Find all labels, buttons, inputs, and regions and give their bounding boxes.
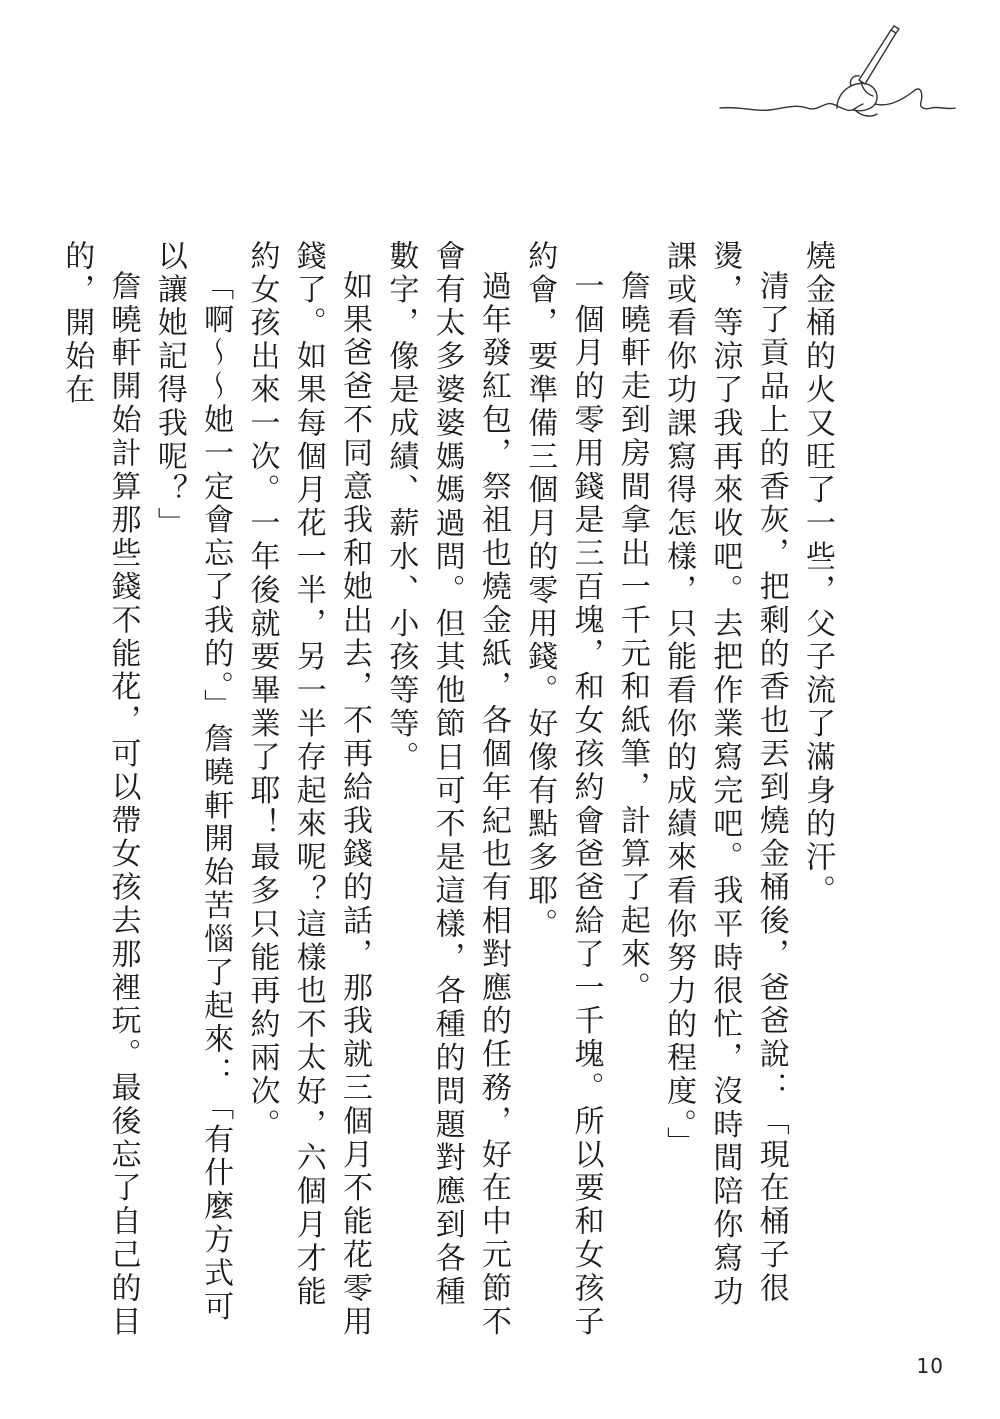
paragraph: 過年發紅包，祭祖也燒金紙，各個年紀也有相對應的任務，好在中元節不會有太多婆婆媽媽過問。但其他節日可不是這樣，各種的問題對應到各種數字，像是成績、薪水、小孩等等。 (383, 240, 511, 1339)
vertical-text-body (53, 240, 840, 1340)
paragraph: 詹曉軒走到房間拿出一千元和紙筆，計算了起來。 (614, 270, 650, 1005)
paragraph: 清了貢品上的香灰，把剩的香也丟到燒金桶後，爸爸說：「現在桶子很燙，等涼了我再來收吧。去把作業寫完吧。我平時很忙，沒時間陪你寫功課或看你功課寫得怎樣，只能看你的成績來看你努力的程度。」 (661, 240, 789, 1309)
hand-writing-with-pen-icon (715, 20, 960, 130)
paragraph: 詹曉軒開始計算那些錢不能花，可以帶女孩去那裡玩。最後忘了自己的目的，開始在 (59, 240, 141, 1339)
paragraph: 「啊～～她一定會忘了我的。」詹曉軒開始苦惱了起來：「有什麼方式可以讓她記得我呢？」 (151, 240, 234, 1324)
paragraph: 燒金桶的火又旺了一些，父子流了滿身的汗。 (800, 240, 835, 908)
paragraph: 如果爸爸不同意我和她出去，不再給我錢的話，那我就三個月不能花零用錢了。如果每個月花一半，另一半存起來呢？這樣也不太好，六個月才能約女孩出來一次。一年後就要畢業了耶！最多只能再約兩次。 (244, 240, 373, 1339)
paragraph: 一個月的零用錢是三百塊，和女孩約會爸爸給了一千塊。所以要和女孩子約會，要準備三個月的零用錢。好像有點多耶。 (522, 240, 604, 1339)
page-number: 10 (916, 1354, 944, 1378)
